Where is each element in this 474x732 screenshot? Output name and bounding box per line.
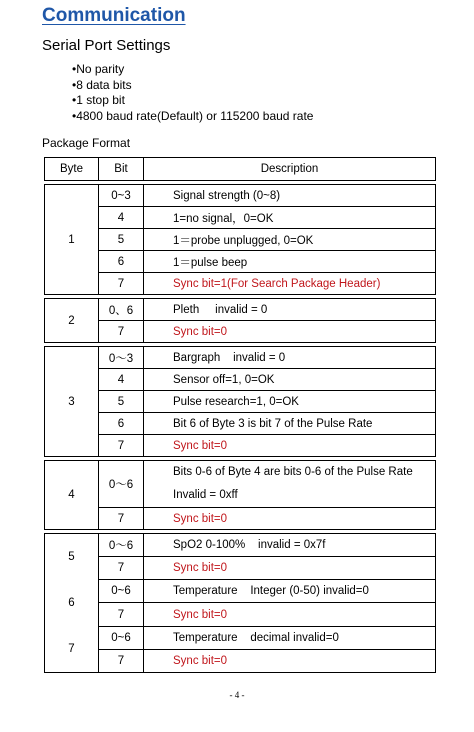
- bit-cell: 7: [99, 273, 144, 295]
- desc-cell: Temperature Integer (0-50) invalid=0: [144, 580, 436, 603]
- sync-desc-cell: Sync bit=0: [144, 435, 436, 457]
- desc-line: Bits 0-6 of Byte 4 are bits 0-6 of the Pulse Rate: [173, 466, 413, 478]
- table-row: [45, 461, 436, 508]
- table-row: [45, 185, 436, 207]
- page-number: - 4 -: [229, 690, 245, 700]
- byte-cell: 1: [45, 185, 99, 295]
- list-item: • No parity: [72, 62, 313, 78]
- bit-cell: 6: [99, 251, 144, 273]
- table-row: [45, 369, 436, 391]
- bit-cell: 5: [99, 229, 144, 251]
- bit-cell: 0〜3: [99, 347, 144, 369]
- desc-cell: 1＝pulse beep: [144, 251, 436, 273]
- bit-cell: 4: [99, 207, 144, 229]
- table-row: [45, 649, 436, 672]
- table-row: [45, 207, 436, 229]
- bit-cell: 6: [99, 413, 144, 435]
- list-item: • 1 stop bit: [72, 93, 313, 109]
- desc-cell: [144, 461, 436, 508]
- table-row: [45, 557, 436, 580]
- table-row: [45, 251, 436, 273]
- table-row: [45, 347, 436, 369]
- desc-cell: Bit 6 of Byte 3 is bit 7 of the Pulse Rate: [144, 413, 436, 435]
- desc-cell: Sensor off=1, 0=OK: [144, 369, 436, 391]
- byte-label: 6: [68, 597, 75, 609]
- list-item: • 8 data bits: [72, 78, 313, 94]
- header-bit: Bit: [99, 158, 144, 181]
- bit-cell: 7: [99, 603, 144, 626]
- desc-cell: 1＝probe unplugged, 0=OK: [144, 229, 436, 251]
- byte-cell-group: [45, 534, 99, 673]
- desc-line: Invalid = 0xff: [173, 489, 238, 501]
- sync-desc-cell: Sync bit=0: [144, 508, 436, 530]
- bit-cell: 0〜6: [99, 461, 144, 508]
- table-row: [45, 435, 436, 457]
- package-format-table: [44, 157, 436, 673]
- table-row: [45, 580, 436, 603]
- desc-cell: Signal strength (0~8): [144, 185, 436, 207]
- bit-cell: 7: [99, 557, 144, 580]
- subsection-title: Serial Port Settings: [42, 37, 171, 54]
- bit-cell: 7: [99, 649, 144, 672]
- table-row: [45, 413, 436, 435]
- header-description: Description: [144, 158, 436, 181]
- table-row: [45, 626, 436, 649]
- bit-cell: 7: [99, 508, 144, 530]
- table-header-row: [45, 158, 436, 181]
- byte-label: 5: [68, 551, 75, 563]
- sync-desc-cell: Sync bit=0: [144, 557, 436, 580]
- bit-cell: 0〜6: [99, 534, 144, 557]
- bit-cell: 0、6: [99, 299, 144, 321]
- byte-cell: 4: [45, 461, 99, 530]
- bit-cell: 0~3: [99, 185, 144, 207]
- table-row: [45, 321, 436, 343]
- table-row: [45, 229, 436, 251]
- sync-desc-cell: Sync bit=0: [144, 603, 436, 626]
- byte-cell: 3: [45, 347, 99, 457]
- bit-cell: 0~6: [99, 580, 144, 603]
- bit-cell: 7: [99, 435, 144, 457]
- byte-label: 7: [68, 643, 75, 655]
- header-byte: Byte: [45, 158, 99, 181]
- bit-cell: 4: [99, 369, 144, 391]
- bit-cell: 5: [99, 391, 144, 413]
- section-title: Communication: [42, 5, 186, 26]
- table-row: [45, 603, 436, 626]
- package-format-label: Package Format: [42, 136, 131, 150]
- table-row: [45, 273, 436, 295]
- serial-settings-list: [72, 62, 313, 124]
- sync-desc-cell: Sync bit=0: [144, 321, 436, 343]
- table-row: [45, 391, 436, 413]
- table-row: [45, 508, 436, 530]
- desc-cell: Temperature decimal invalid=0: [144, 626, 436, 649]
- byte-cell: 2: [45, 299, 99, 343]
- desc-cell: Pleth invalid = 0: [144, 299, 436, 321]
- sync-desc-cell: Sync bit=1(For Search Package Header): [144, 273, 436, 295]
- desc-cell: SpO2 0-100% invalid = 0x7f: [144, 534, 436, 557]
- desc-cell: Bargraph invalid = 0: [144, 347, 436, 369]
- table-row: [45, 299, 436, 321]
- sync-desc-cell: Sync bit=0: [144, 649, 436, 672]
- table-row: [45, 534, 436, 557]
- bit-cell: 0~6: [99, 626, 144, 649]
- desc-cell: Pulse research=1, 0=OK: [144, 391, 436, 413]
- bit-cell: 7: [99, 321, 144, 343]
- desc-cell: 1=no signal，0=OK: [144, 207, 436, 229]
- list-item: • 4800 baud rate(Default) or 115200 baud rate: [72, 109, 313, 125]
